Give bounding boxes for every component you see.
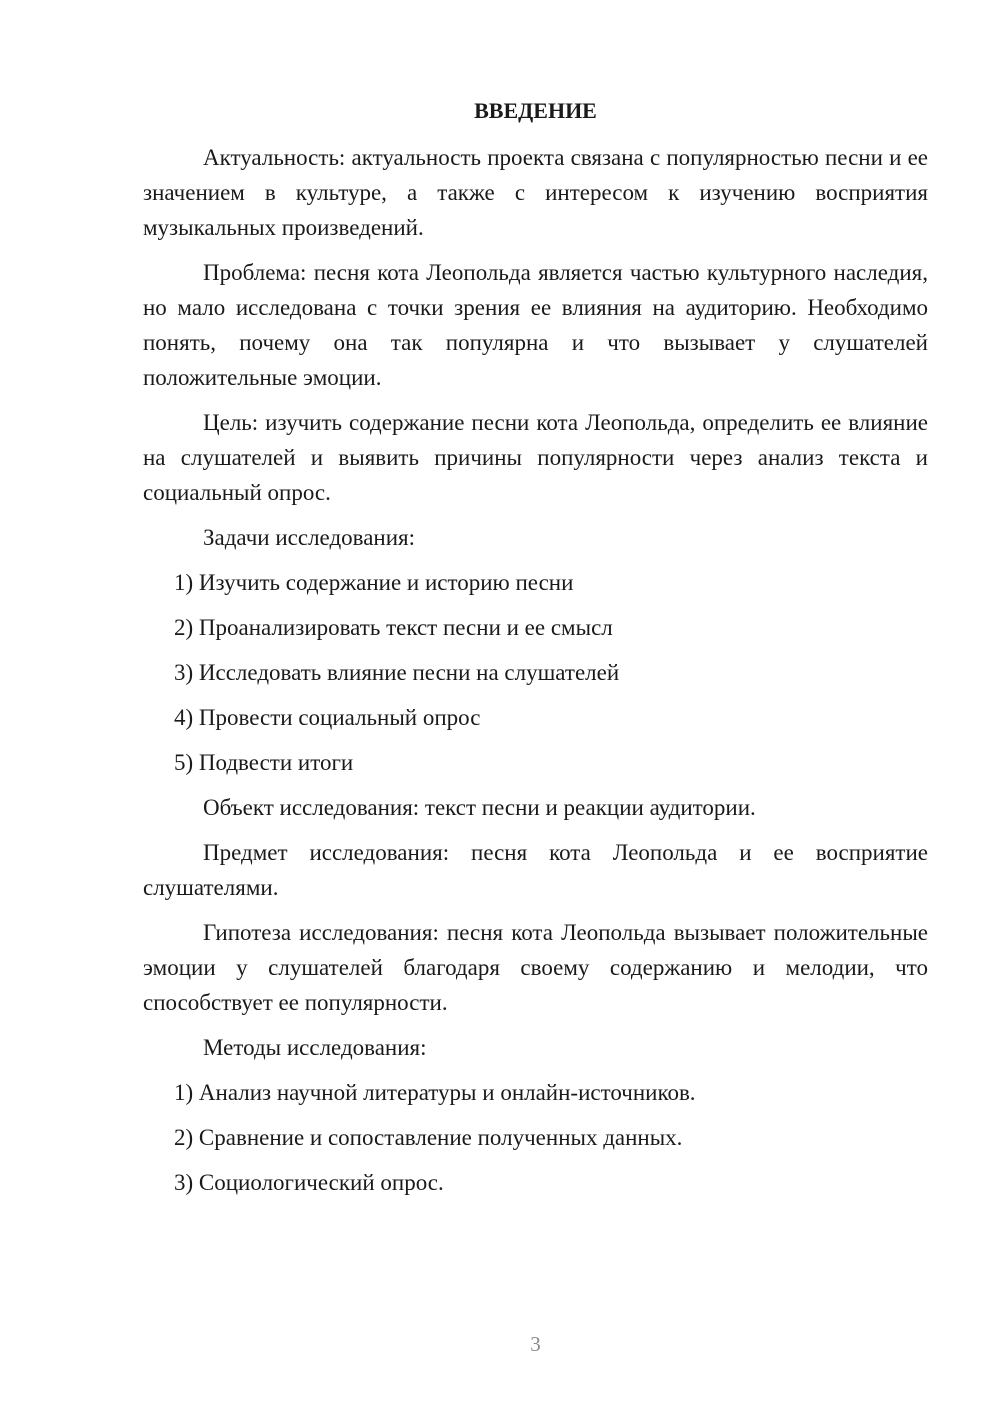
- method-item: 1) Анализ научной литературы и онлайн-источников.: [174, 1080, 696, 1105]
- relevance-paragraph: Актуальность: актуальность проекта связана с популярностью песни и ее значением в культуре, а также с интересом к изучению восприятия музыкальных произведений.: [143, 145, 928, 240]
- goal-paragraph: Цель: изучить содержание песни кота Леопольда, определить ее влияние на слушателей и выявить причины популярности через анализ текста и социальный опрос.: [143, 410, 928, 505]
- subject-paragraph: Предмет исследования: песня кота Леопольда и ее восприятие слушателями.: [143, 840, 928, 900]
- task-item: 5) Подвести итоги: [174, 750, 354, 775]
- task-item: 1) Изучить содержание и историю песни: [174, 570, 574, 595]
- hypothesis-paragraph: Гипотеза исследования: песня кота Леопольда вызывает положительные эмоции у слушателей благодаря своему содержанию и мелодии, что способствует ее популярности.: [143, 920, 928, 1015]
- section-title: ВВЕДЕНИЕ: [474, 98, 597, 123]
- tasks-heading: Задачи исследования:: [203, 525, 416, 550]
- document-page: [143, 0, 928, 1414]
- problem-paragraph: Проблема: песня кота Леопольда является частью культурного наследия, но мало исследована с точки зрения ее влияния на аудиторию. Необходимо понять, почему она так популярна и что вызывает у слушателей положительные эмоции.: [143, 260, 928, 390]
- document-body: [143, 140, 928, 1210]
- task-item: 3) Исследовать влияние песни на слушателей: [174, 660, 620, 685]
- object-paragraph: Объект исследования: текст песни и реакции аудитории.: [203, 795, 756, 820]
- task-item: 4) Провести социальный опрос: [174, 705, 481, 730]
- methods-heading: Методы исследования:: [203, 1035, 427, 1060]
- page-number: 3: [530, 1332, 541, 1356]
- task-item: 2) Проанализировать текст песни и ее смысл: [174, 615, 613, 640]
- method-item: 2) Сравнение и сопоставление полученных данных.: [174, 1125, 683, 1150]
- method-item: 3) Социологический опрос.: [174, 1170, 444, 1195]
